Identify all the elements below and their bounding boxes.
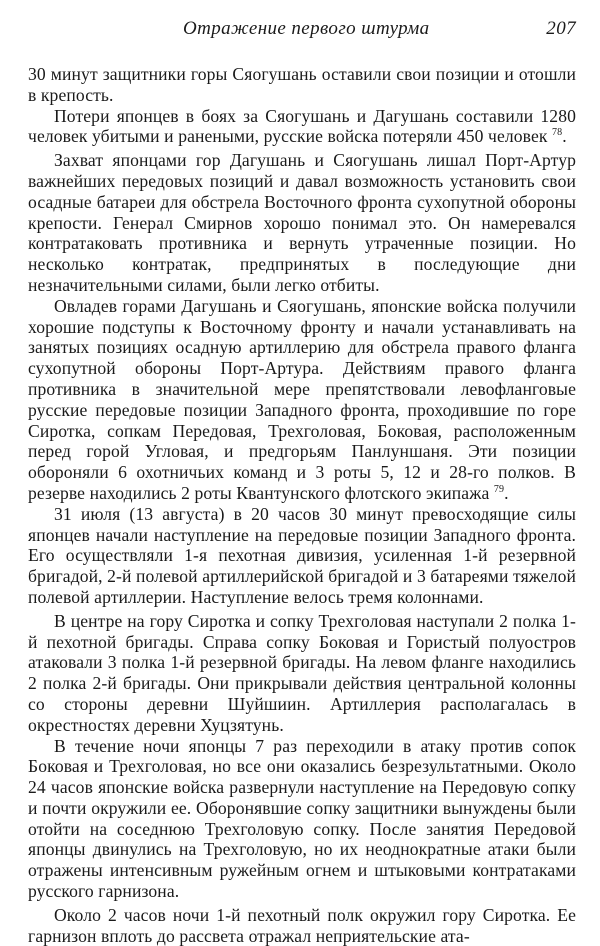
- paragraph-night: [28, 736, 576, 902]
- paragraph-continuation: [28, 64, 576, 106]
- paragraph-text: Около 2 часов ночи 1-й пехотный полк окружил гору Сиротка. Ее гарнизон вплоть до рассвета отражал неприятельские ата-: [28, 904, 576, 946]
- running-header: [28, 14, 576, 44]
- paragraph-text: 30 минут защитники горы Сяогушань оставили свои позиции и отошли в крепость.: [28, 64, 576, 105]
- paragraph-text: 31 июля (13 августа) в 20 часов 30 минут превосходящие силы японцев начали наступление на передовые позиции Западного фронта. Его осуществляли 1-я пехотная дивизия, усиленная 1-й резервной бригадой, 2-й полевой артиллерийской бригадой и 3 батареями тяжелой полевой артиллерии. Наступление велось тремя колоннами.: [28, 503, 576, 607]
- paragraph-capture: [28, 150, 576, 296]
- footnote-ref: 79: [493, 484, 505, 496]
- paragraph-offensive: [28, 504, 576, 608]
- paragraph-text: Потери японцев в боях за Сяогушань и Дагушань составили 1280 человек убитыми и ранеными, русские войска потеряли 450 человек: [28, 105, 576, 147]
- paragraph-approaches: Овладев горами Дагушань и Сяогушань, японские войска получили хорошие подступы к Восточному фронту и начали устанавливать на занятых позициях осадную артиллерию для обстрела правого фланга сухопутной обороны Порт-Артура. Действиям правого фланга противника в значительной мере препятствовали левофланговые русские передовые позиции Западного фронта, проходившие по горе Сиротка, сопкам Передовая, Трехголовая, Боковая, расположенным перед горой Угловая, и предгорьям Панлуншаня. Эти позиции обороняли 6 охотничьих команд и 3 роты 5, 12 и 28-го полков. В резерве находились 2 роты Квантунского флотского экипажа $^{79}$.: [28, 295, 576, 503]
- paragraph-text: Захват японцами гор Дагушань и Сяогушань лишал Порт-Артур важнейших передовых позиций и давал возможность установить свои осадные батареи для обстрела Восточного фронта сухопутной обороны крепости. Генерал Смирнов хорошо понимал это. Он намеревался контратаковать противника и вернуть утраченные позиции. Но несколько контратак, предпринятых в последующие дни незначительными силами, были легко отбиты.: [28, 150, 576, 295]
- paragraph-center: [28, 611, 576, 736]
- book-page: [28, 14, 576, 946]
- paragraph-text: В центре на гору Сиротка и сопку Трехголовая наступали 2 полка 1-й пехотной бригады. Справа сопку Боковая и Гористый полуостров атаковали 3 полка 1-й резервной бригады. На левом фланге находились 2 полка 2-й бригады. Они прикрывали действия центральной колонны со стороны деревни Шуйшиин. Артиллерия располагалась в окрестностях деревни Хуцзятунь.: [28, 610, 576, 735]
- paragraph-text: В течение ночи японцы 7 раз переходили в атаку против сопок Боковая и Трехголовая, но все они оказались безрезультатными. Около 24 часов японские войска развернули наступление на Передовую сопку и почти окружили ее. Оборонявшие сопку защитники вынуждены были отойти на соседнюю Трехголовую сопку. После занятия Передовой японцы двинулись на Трехголовую, но их неоднократные атаки были отражены интенсивным ружейным огнем и штыковыми контратаками русского гарнизона.: [28, 735, 576, 902]
- paragraph-sirotka: [28, 905, 576, 946]
- footnote-ref: 78: [552, 127, 563, 139]
- page-number: 207: [546, 18, 576, 39]
- paragraph-losses: Потери японцев в боях за Сяогушань и Дагушань составили 1280 человек убитыми и ранеными, русские войска потеряли 450 человек $^{78}$.: [28, 105, 576, 147]
- paragraph-text: Овладев горами Дагушань и Сяогушань, японские войска получили хорошие подступы к Восточному фронту и начали устанавливать на занятых позициях осадную артиллерию для обстрела правого фланга сухопутной обороны Порт-Артура. Действиям правого фланга противника в значительной мере препятствовали левофланговые русские передовые позиции Западного фронта, проходившие по горе Сиротка, сопкам Передовая, Трехголовая, Боковая, расположенным перед горой Угловая, и предгорьям Панлуншаня. Эти позиции обороняли 6 охотничьих команд и 3 роты 5, 12 и 28-го полков. В резерве находились 2 роты Квантунского флотского экипажа: [28, 295, 576, 503]
- body-text: [28, 64, 576, 946]
- running-title: Отражение первого штурма: [183, 18, 430, 39]
